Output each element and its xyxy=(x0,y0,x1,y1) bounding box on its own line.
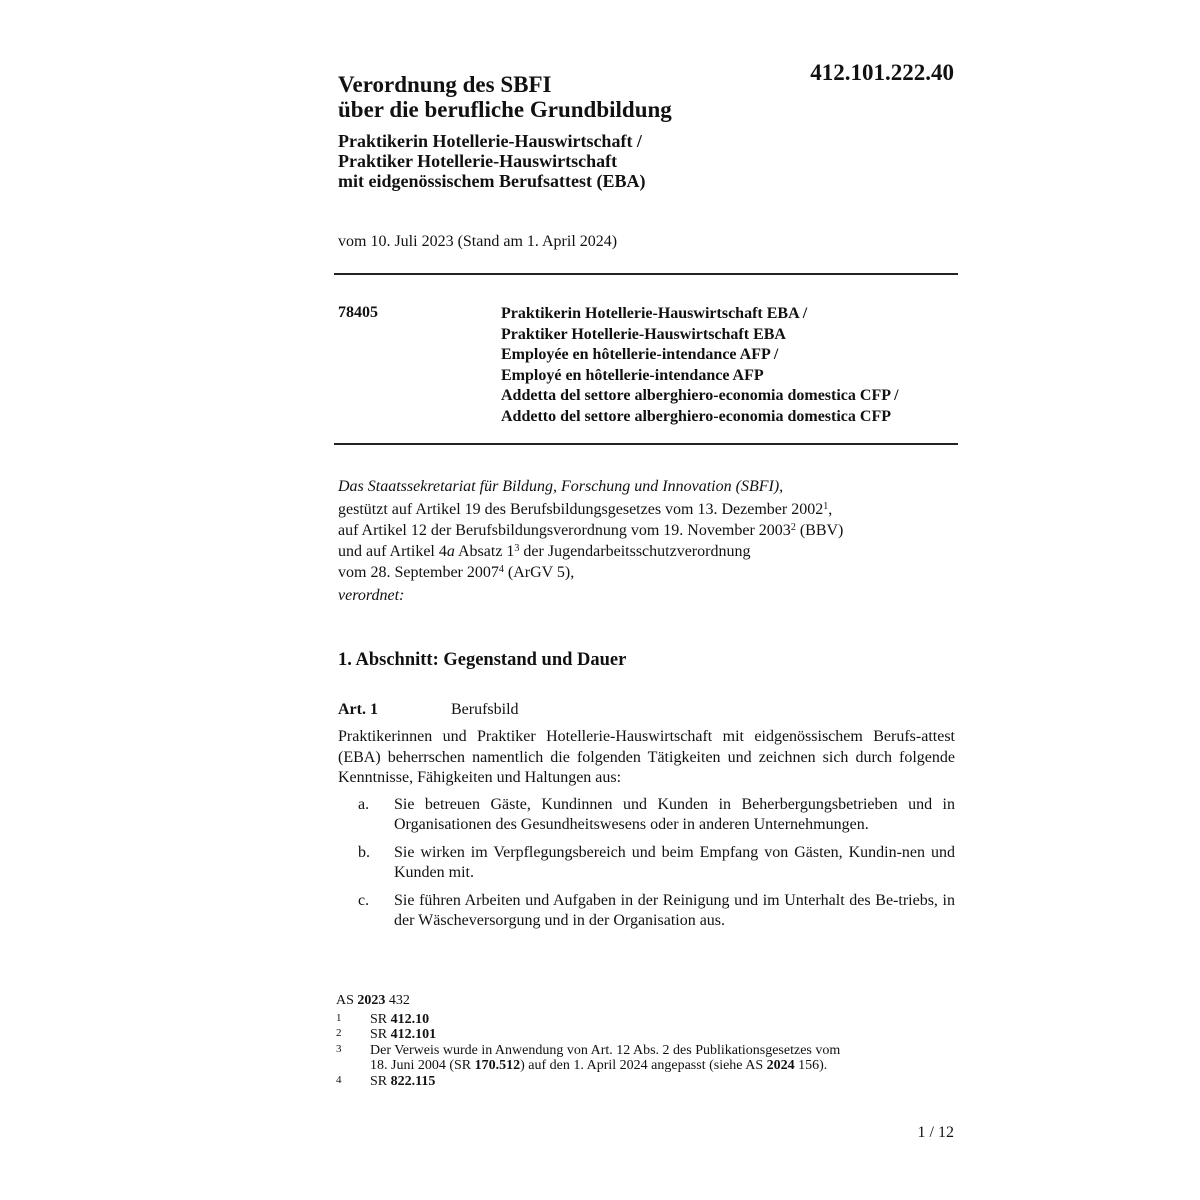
footnote-number: 3 xyxy=(336,1042,342,1055)
as-reference: AS 2023 432 xyxy=(336,993,410,1008)
article-text: Praktikerinnen und Praktiker Hotellerie-Hauswirtschaft mit eidgenössischem Berufs-attest (EBA) beherrschen namentlich die folgenden Tätigkeiten und zeichnen sich durch folgende Kenntnisse, Fähigkeiten und Haltungen aus: xyxy=(338,728,955,786)
list-item xyxy=(338,843,955,884)
subtitle-line: Praktiker Hotellerie-Hauswirtschaft xyxy=(338,151,618,171)
article-label: Art. 1 xyxy=(338,701,378,718)
document-subtitle xyxy=(338,131,645,191)
list-item-text: Sie führen Arbeiten und Aufgaben in der Reinigung und im Unterhalt des Be-triebs, in der Wäscheversorgung und in der Organisation aus. xyxy=(394,891,955,929)
preamble-decree: verordnet: xyxy=(338,587,405,604)
footnote-number: 1 xyxy=(336,1011,342,1024)
footnote: 4 SR 822.115 xyxy=(336,1073,436,1089)
preamble-basis: gestützt auf Artikel 19 des Berufsbildungsgesetzes vom 13. Dezember 2002$^1$, xyxy=(338,501,833,518)
profession-name: Addetta del settore alberghiero-economia domestica CFP / xyxy=(501,387,899,404)
footnote: 1 SR 412.10 xyxy=(336,1011,430,1027)
document-title xyxy=(338,72,672,122)
sr-number: 412.101.222.40 xyxy=(810,60,954,85)
list-item-label: c. xyxy=(358,891,370,909)
subtitle-line: Praktikerin Hotellerie-Hauswirtschaft / xyxy=(338,131,642,151)
divider-top xyxy=(334,273,958,275)
document-date: vom 10. Juli 2023 (Stand am 1. April 2024) xyxy=(338,233,618,250)
footnote-ref[interactable]: 3 xyxy=(514,543,520,554)
list-item-text: Sie wirken im Verpflegungsbereich und beim Empfang von Gästen, Kundin-nen und Kunden mit. xyxy=(394,843,955,881)
section-heading: 1. Abschnitt: Gegenstand und Dauer xyxy=(338,650,627,670)
footnote-ref[interactable]: 4 xyxy=(498,564,504,575)
list-item xyxy=(338,795,955,836)
footnote: 2 SR 412.101 xyxy=(336,1027,437,1042)
profession-name: Employé en hôtellerie-intendance AFP xyxy=(501,366,764,384)
footnote-ref[interactable]: 2 xyxy=(790,522,796,533)
page-number: 1 / 12 xyxy=(917,1124,954,1141)
preamble-authority: Das Staatssekretariat für Bildung, Forschung und Innovation (SBFI), xyxy=(338,478,784,495)
title-line: über die berufliche Grundbildung xyxy=(338,97,672,122)
list-item xyxy=(338,891,955,932)
preamble-basis: vom 28. September 2007$^4$ (ArGV 5), xyxy=(338,564,575,581)
footnote-number: 4 xyxy=(336,1073,342,1086)
profession-name: Praktikerin Hotellerie-Hauswirtschaft EBA / xyxy=(501,305,808,322)
preamble-basis: auf Artikel 12 der Berufsbildungsverordnung vom 19. November 2003$^2$ (BBV) xyxy=(338,522,844,539)
divider-bottom xyxy=(334,443,958,445)
profession-code: 78405 xyxy=(338,304,378,321)
list-item-text: Sie betreuen Gäste, Kundinnen und Kunden in Beherbergungsbetrieben und in Organisationen des Gesundheitswesens oder in anderen Unternehmungen. xyxy=(394,795,955,833)
profession-names xyxy=(501,304,899,427)
article-list xyxy=(338,795,955,932)
list-item-label: a. xyxy=(358,795,370,813)
footnote: 3 Der Verweis wurde in Anwendung von Art. 12 Abs. 2 des Publikationsgesetzes vom 18. Juni 2004 (SR 170.512) auf den 1. April 2024 angepasst (siehe AS 2024 156). xyxy=(336,1042,841,1073)
article-title: Berufsbild xyxy=(451,701,519,718)
subtitle-line: mit eidgenössischem Berufsattest (EBA) xyxy=(338,171,646,191)
title-line: Verordnung des SBFI xyxy=(338,72,552,97)
preamble xyxy=(338,476,958,606)
article-body xyxy=(338,727,955,939)
footnote-number: 2 xyxy=(336,1027,342,1039)
profession-name: Employée en hôtellerie-intendance AFP / xyxy=(501,346,779,363)
profession-name: Praktiker Hotellerie-Hauswirtschaft EBA xyxy=(501,325,786,343)
list-item-label: b. xyxy=(358,843,370,861)
footnotes xyxy=(336,993,936,1089)
preamble-basis: und auf Artikel 4a Absatz $1^3$ der Jugendarbeitsschutzverordnung xyxy=(338,543,751,560)
profession-name: Addetto del settore alberghiero-economia domestica CFP xyxy=(501,407,891,425)
footnote-ref[interactable]: 1 xyxy=(823,501,829,512)
